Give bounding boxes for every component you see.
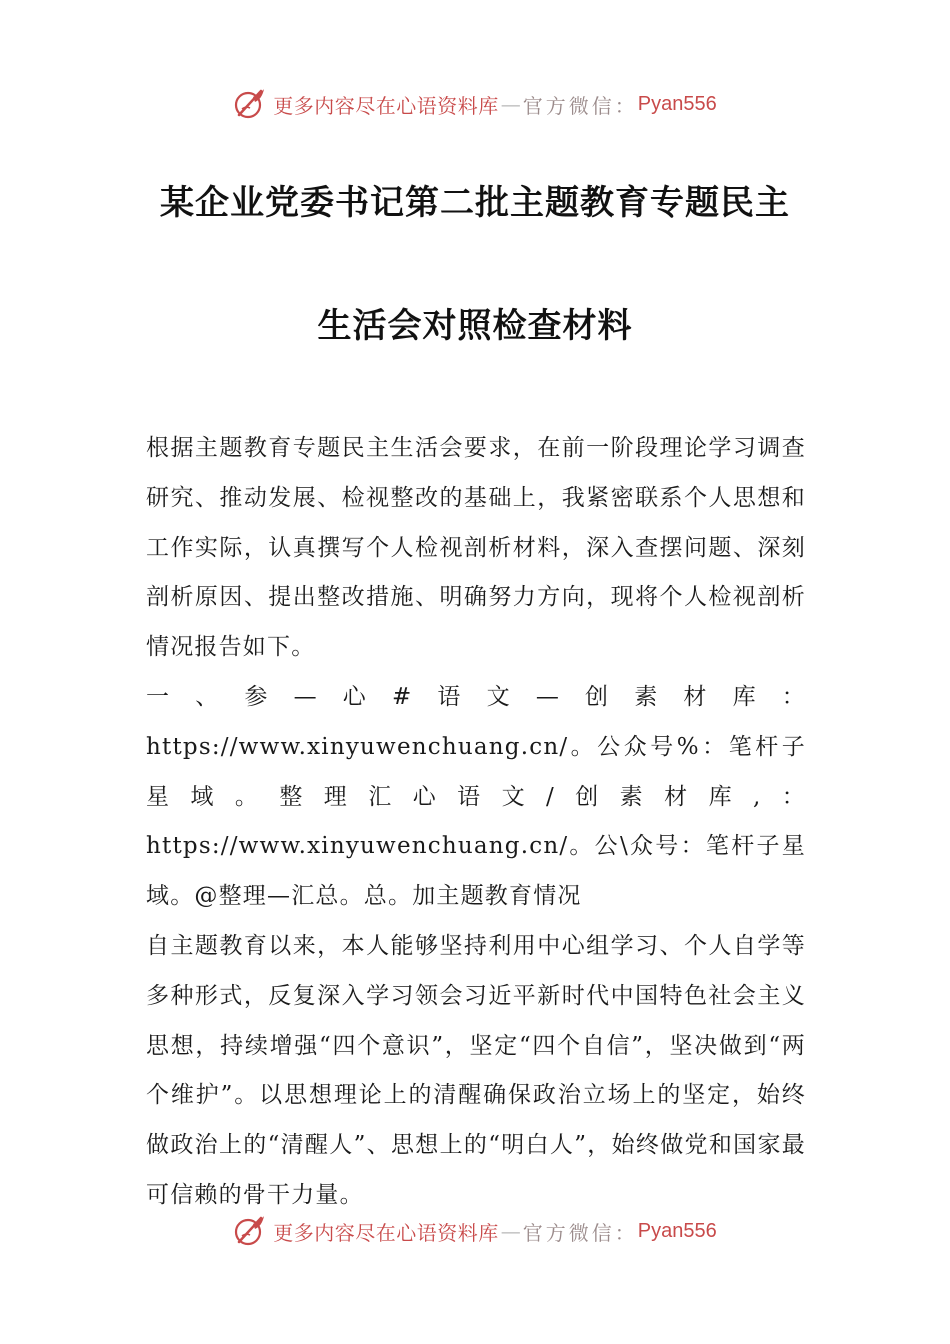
banner-dash: — bbox=[500, 1219, 521, 1243]
banner-dash: — bbox=[500, 92, 521, 116]
banner-wechat-id: Pyan556 bbox=[637, 1219, 717, 1242]
banner-text: 更多内容尽在心语资料库 bbox=[273, 1220, 499, 1245]
footer-watermark-banner bbox=[0, 1211, 950, 1251]
document-body bbox=[146, 424, 806, 1221]
banner-text: 更多内容尽在心语资料库 bbox=[273, 93, 499, 118]
quill-logo-icon bbox=[233, 1214, 267, 1248]
quill-logo-icon bbox=[233, 87, 267, 121]
banner-official-label: 官方微信： bbox=[522, 93, 638, 118]
section-heading-paragraph: 一、参—心#语文—创素材库：https://www.xinyuwenchuang.cn/。公众号%：笔杆子星域。整理汇心语文/创素材库,：https://www.xinyuwenchuang.cn/。公\众号：笔杆子星域。@整理—汇总。总。加主题教育情况 bbox=[146, 683, 806, 910]
document-title-line-1: 某企业党委书记第二批主题教育专题民主 bbox=[160, 183, 790, 223]
content-paragraph: 自主题教育以来，本人能够坚持利用中心组学习、个人自学等多种形式，反复深入学习领会习近平新时代中国特色社会主义思想，持续增强“四个意识”，坚定“四个自信”，坚决做到“两个维护”。以思想理论上的清醒确保政治立场上的坚定，始终做政治上的“清醒人”、思想上的“明白人”，始终做党和国家最可信赖的骨干力量。 bbox=[146, 932, 806, 1208]
banner-wechat-id: Pyan556 bbox=[637, 92, 717, 115]
header-watermark-banner bbox=[0, 84, 950, 124]
intro-paragraph: 根据主题教育专题民主生活会要求，在前一阶段理论学习调查研究、推动发展、检视整改的基础上，我紧密联系个人思想和工作实际，认真撰写个人检视剖析材料，深入查摆问题、深刻剖析原因、提出整改措施、明确努力方向，现将个人检视剖析情况报告如下。 bbox=[146, 435, 806, 661]
banner-official-label: 官方微信： bbox=[522, 1220, 638, 1245]
document-title-line-2: 生活会对照检查材料 bbox=[317, 306, 633, 346]
